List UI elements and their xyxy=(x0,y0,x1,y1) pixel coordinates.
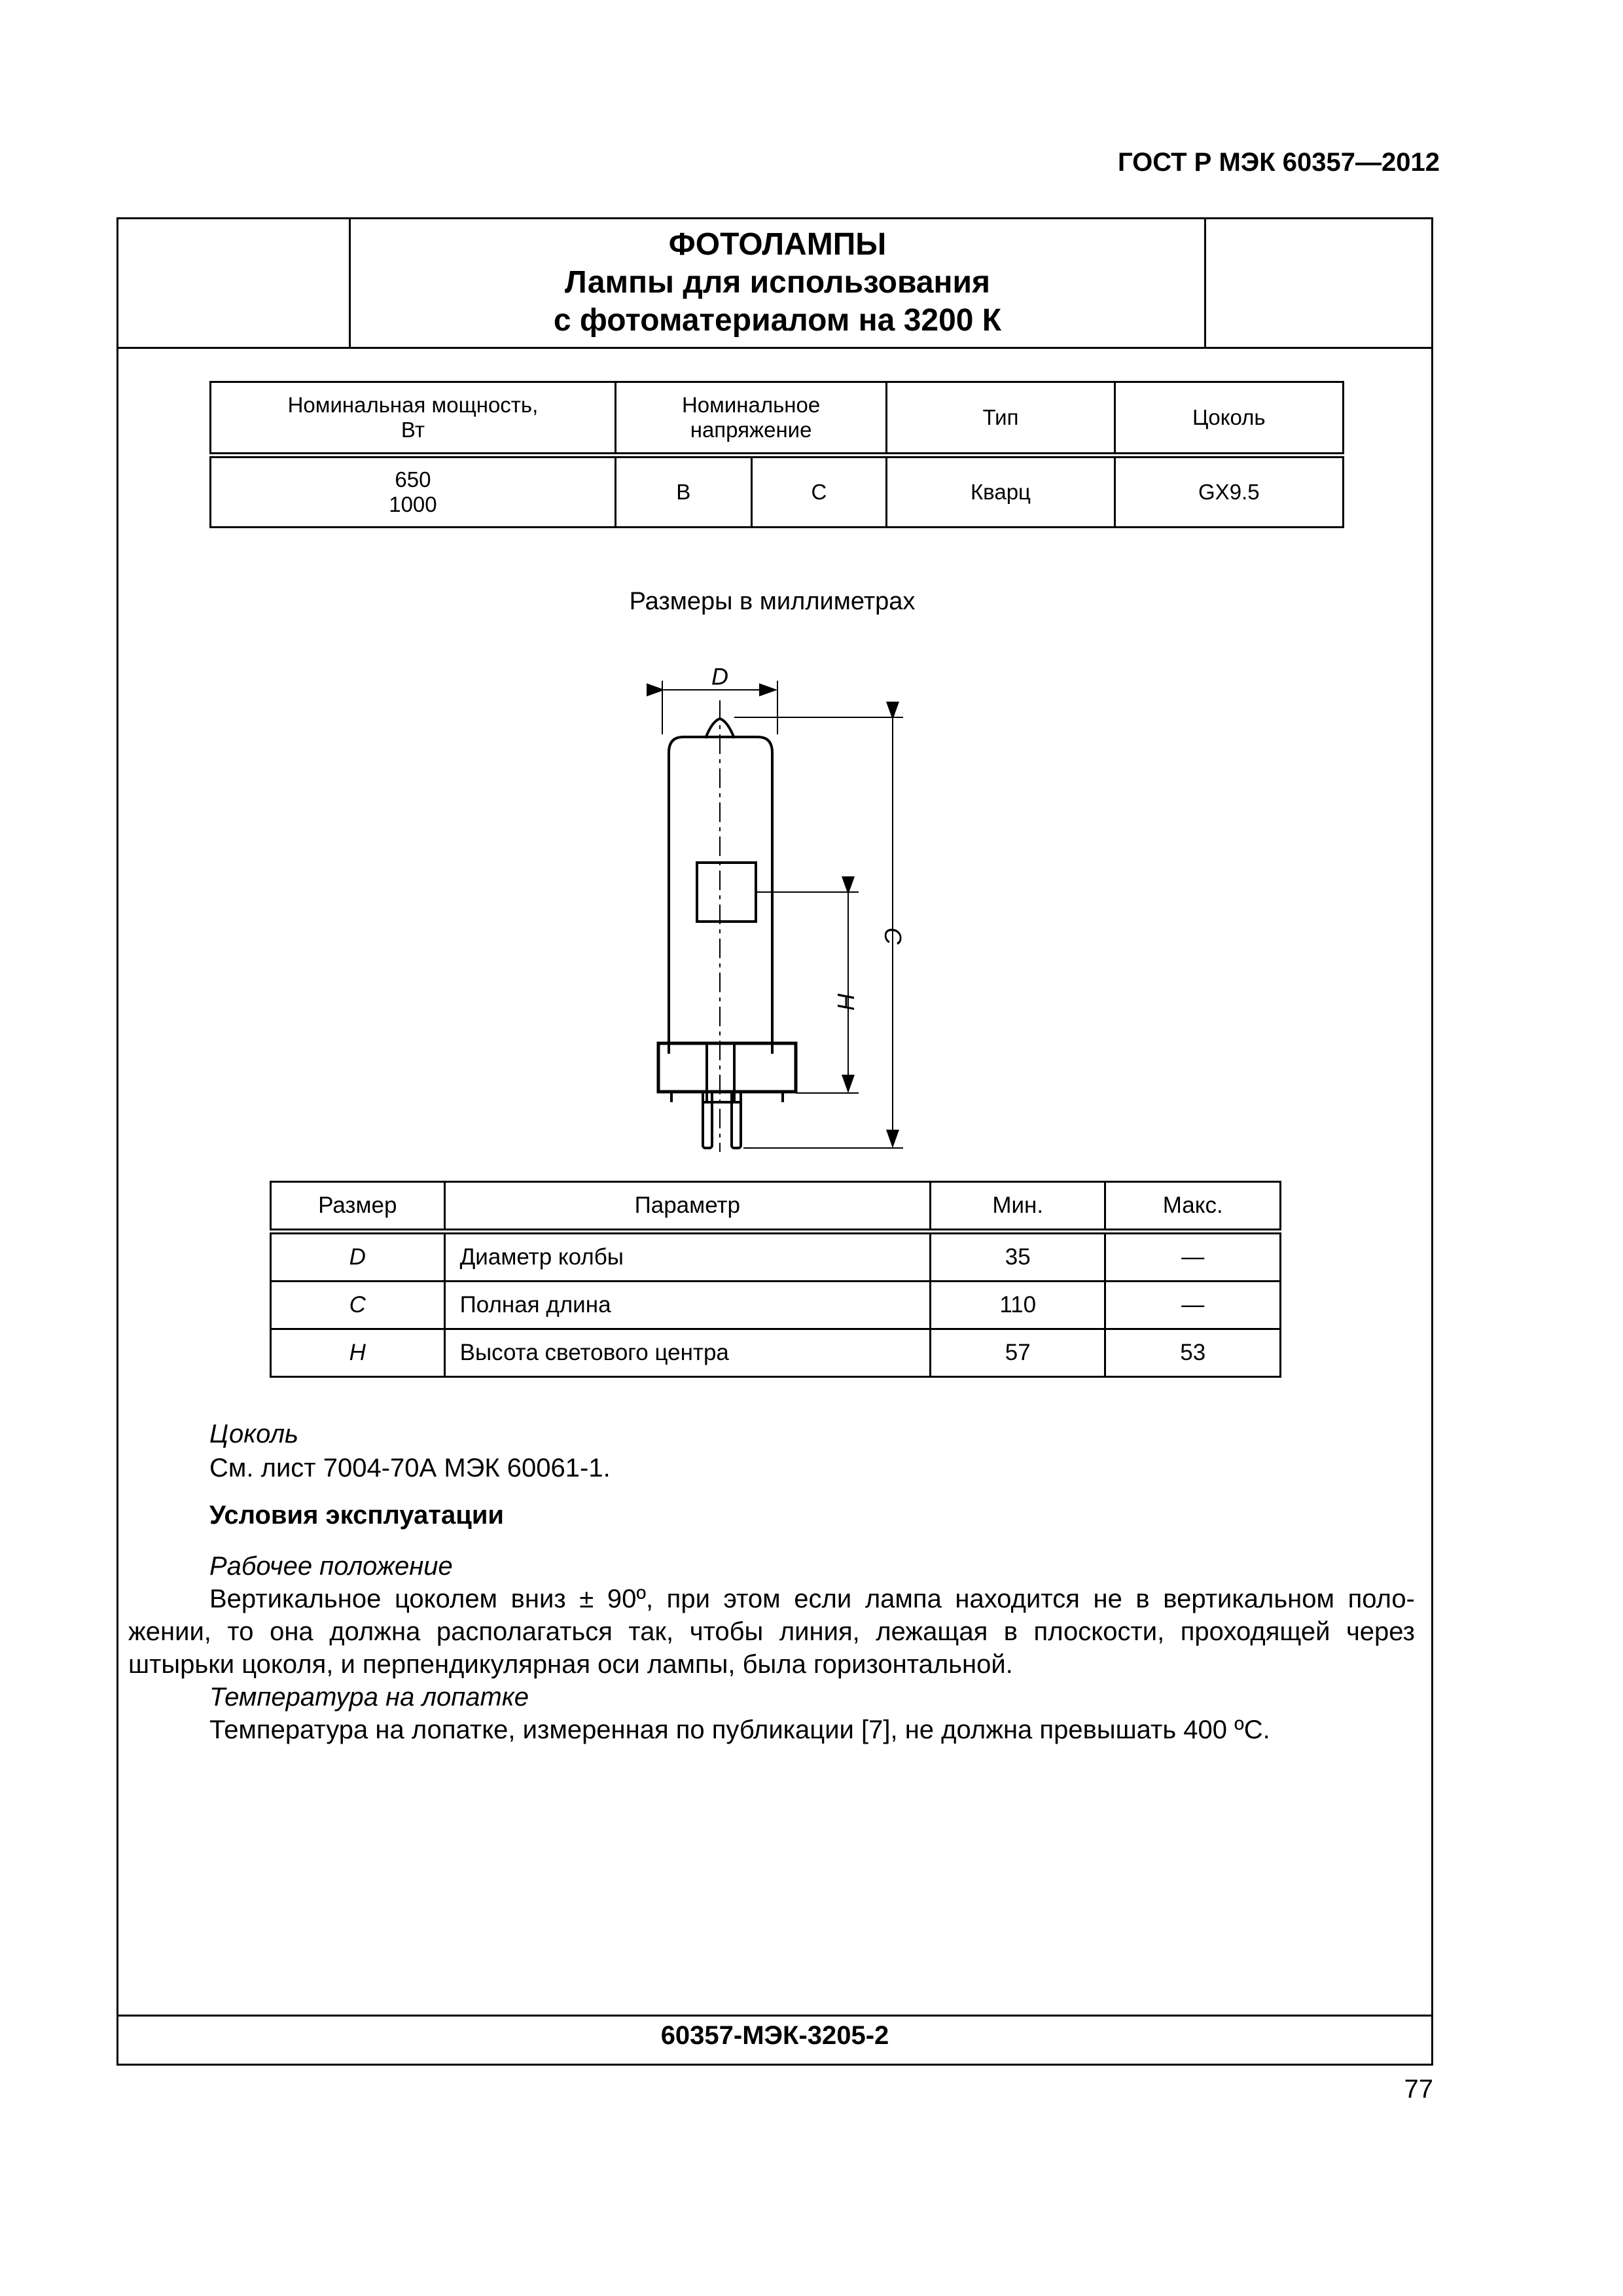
table-row xyxy=(271,1232,1281,1282)
spec-header-row xyxy=(211,382,1344,456)
dim-c-label: C xyxy=(880,927,906,944)
header-power: Номинальная мощность, Вт xyxy=(211,382,616,456)
lamp-base xyxy=(658,1043,796,1092)
header-voltage: Номинальное напряжение xyxy=(615,382,886,456)
cell-voltage-b: В xyxy=(615,456,751,528)
dims-cell-min: 35 xyxy=(931,1232,1105,1282)
dims-cell-min: 110 xyxy=(931,1282,1105,1329)
sheet-code: 60357-МЭК-3205-2 xyxy=(660,2021,889,2050)
dims-header-param: Параметр xyxy=(444,1182,930,1232)
position-line-3: штырьки цоколя, и перпендикулярная оси лампы, была горизонтальной. xyxy=(128,1650,1013,1679)
dims-cell-min: 57 xyxy=(931,1329,1105,1377)
footer-divider xyxy=(116,2015,1433,2017)
temp-text: Температура на лопатке, измеренная по публикации [7], не должна превышать 400 ºС. xyxy=(209,1715,1270,1744)
dims-cell-param: Высота светового центра xyxy=(444,1329,930,1377)
cell-base: GX9.5 xyxy=(1115,456,1343,528)
table-row xyxy=(271,1329,1281,1377)
dims-cell-max: 53 xyxy=(1105,1329,1281,1377)
temp-heading: Температура на лопатке xyxy=(209,1683,529,1712)
dims-cell-size: C xyxy=(271,1282,445,1329)
header-base: Цоколь xyxy=(1115,382,1343,456)
cell-voltage-c: С xyxy=(751,456,887,528)
conditions-heading: Условия эксплуатации xyxy=(209,1501,504,1530)
spec-data-row xyxy=(211,456,1344,528)
cell-power: 650 1000 xyxy=(211,456,616,528)
spec-table xyxy=(209,381,1344,528)
cell-type: Кварц xyxy=(887,456,1115,528)
title-main: ФОТОЛАМПЫ xyxy=(668,227,887,262)
base-reference: См. лист 7004-70А МЭК 60061-1. xyxy=(209,1454,611,1482)
dims-cell-max: — xyxy=(1105,1282,1281,1329)
dims-cell-max: — xyxy=(1105,1232,1281,1282)
title-divider-right xyxy=(1204,217,1206,348)
position-line-1: Вертикальное цоколем вниз ± 90º, при этом если лампа находится не в вертикальном поло- xyxy=(209,1585,1415,1613)
position-line-2: жении, то она должна располагаться так, чтобы линия, лежащая в плоскости, проходящей через xyxy=(128,1617,1415,1646)
dimensions-table xyxy=(270,1181,1281,1378)
table-row xyxy=(271,1282,1281,1329)
dims-cell-param: Диаметр колбы xyxy=(444,1232,930,1282)
header-type: Тип xyxy=(887,382,1115,456)
title-sub-1: Лампы для использования xyxy=(564,265,991,300)
title-divider-bottom xyxy=(116,347,1433,349)
dim-h-label: H xyxy=(832,993,859,1010)
dims-header-size: Размер xyxy=(271,1182,445,1232)
dims-cell-param: Полная длина xyxy=(444,1282,930,1329)
title-sub-2: с фотоматериалом на 3200 К xyxy=(553,303,1002,338)
standard-header: ГОСТ Р МЭК 60357—2012 xyxy=(1117,148,1440,177)
base-heading: Цоколь xyxy=(209,1420,299,1448)
dims-header-max: Макс. xyxy=(1105,1182,1281,1232)
dims-header-row xyxy=(271,1182,1281,1232)
dim-d-label: D xyxy=(711,663,728,690)
dimensions-note: Размеры в миллиметрах xyxy=(629,588,916,615)
dims-header-min: Мин. xyxy=(931,1182,1105,1232)
dims-cell-size: D xyxy=(271,1232,445,1282)
page-number: 77 xyxy=(1404,2075,1433,2104)
dims-cell-size: H xyxy=(271,1329,445,1377)
position-heading: Рабочее положение xyxy=(209,1552,453,1581)
filament-box xyxy=(697,863,756,922)
lamp-drawing xyxy=(615,661,955,1158)
